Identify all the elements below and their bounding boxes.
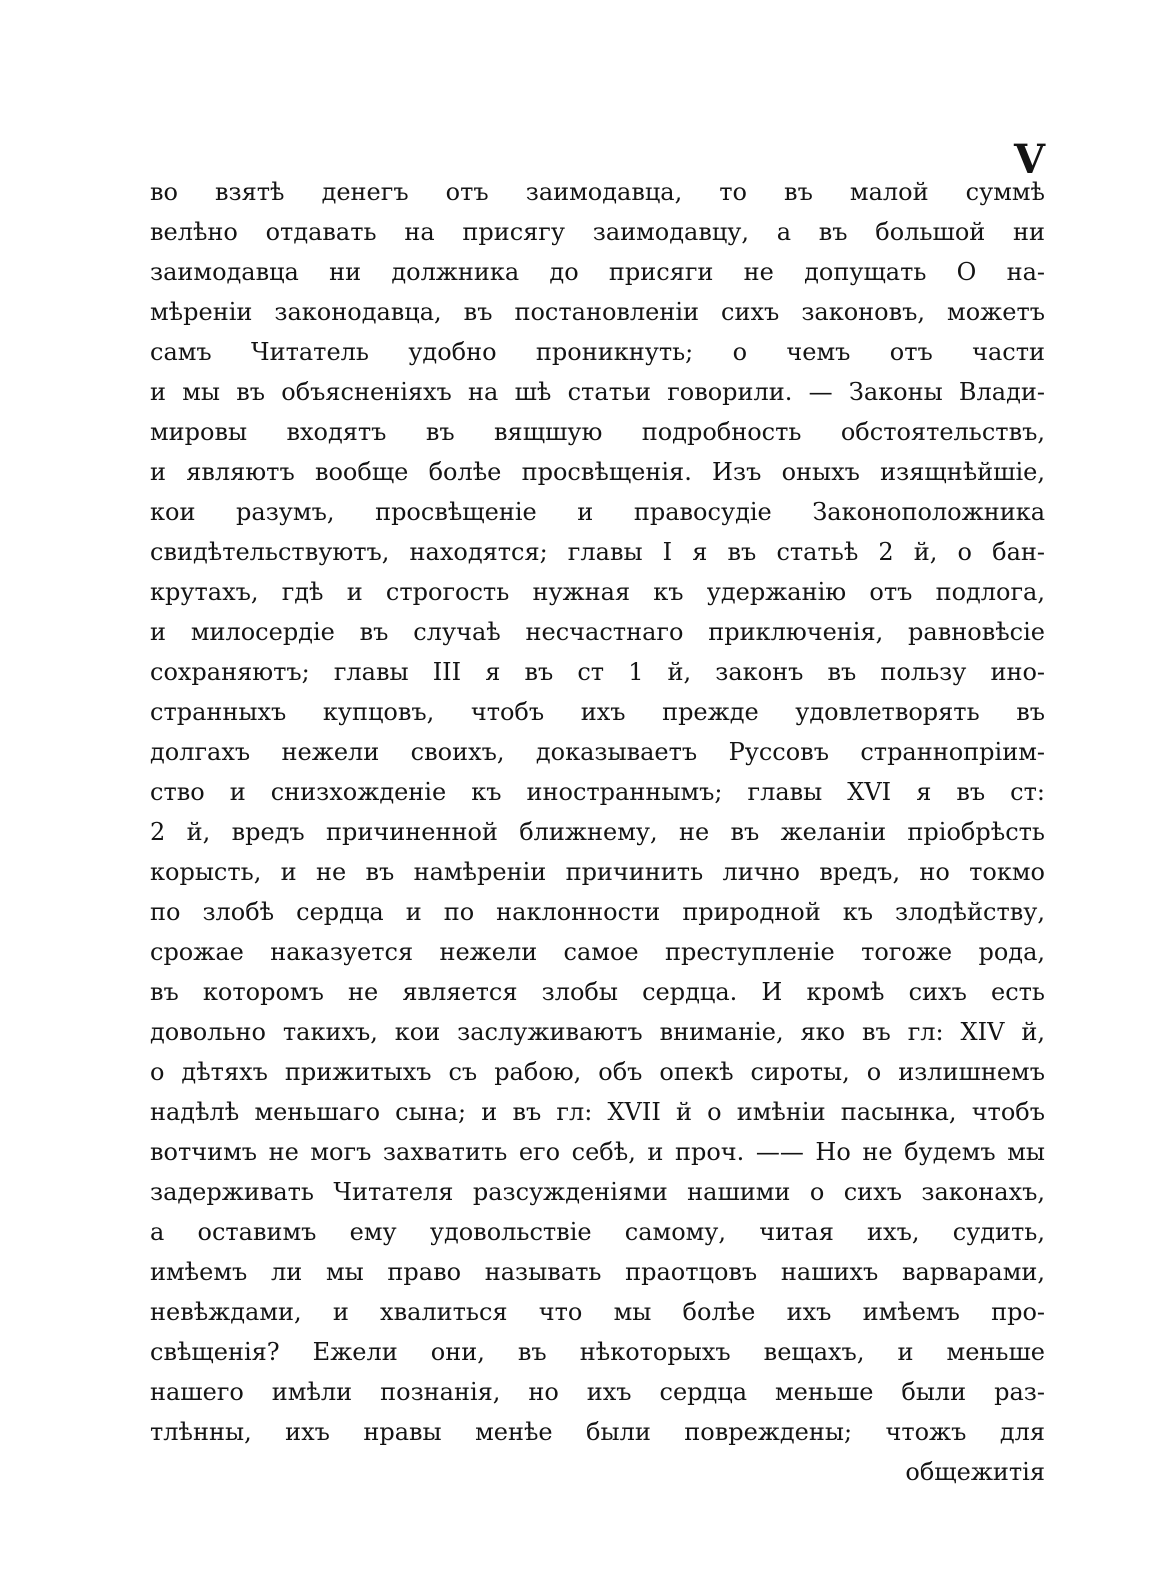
text-line: свидѣтельствуютъ, находятся; главы I я въ статьѣ 2 й, о бан- [150,538,1045,566]
text-line: во взятѣ денегъ отъ заимодавца, то въ малой суммѣ [150,178,1045,206]
text-line: нашего имѣли познанія, но ихъ сердца меньше были раз- [150,1378,1045,1406]
text-line: въ которомъ не является злобы сердца. И кромѣ сихъ есть [150,978,1045,1006]
text-line: свѣщенія? Ежели они, въ нѣкоторыхъ вещахъ, и меньше [150,1338,1045,1366]
text-line: мировы входятъ въ вящшую подробность обстоятельствъ, [150,418,1045,446]
text-line: надѣлѣ меньшаго сына; и въ гл: XVII й о имѣніи пасынка, чтобъ [150,1098,1045,1126]
text-line: 2 й, вредъ причиненной ближнему, не въ желаніи пріобрѣсть [150,818,1045,846]
text-line: вотчимъ не могъ захватить его себѣ, и проч. —— Но не будемъ мы [150,1138,1045,1166]
text-line: сохраняютъ; главы III я въ ст 1 й, законъ въ пользу ино- [150,658,1045,686]
text-line: странныхъ купцовъ, чтобъ ихъ прежде удовлетворять въ [150,698,1045,726]
text-line: о дѣтяхъ прижитыхъ съ рабою, объ опекѣ сироты, о излишнемъ [150,1058,1045,1086]
text-line: невѣждами, и хвалиться что мы болѣе ихъ имѣемъ про- [150,1298,1045,1326]
text-line: срожае наказуется нежели самое преступленіе тогоже рода, [150,938,1045,966]
text-line: самъ Читатель удобно проникнуть; о чемъ отъ части [150,338,1045,366]
text-line: заимодавца ни должника до присяги не допущать О на- [150,258,1045,286]
text-line: довольно такихъ, кои заслуживаютъ вниманіе, яко въ гл: XIV й, [150,1018,1045,1046]
text-line: кои разумъ, просвѣщеніе и правосудіе Законоположника [150,498,1045,526]
catchword: общежитія [905,1458,1045,1486]
text-line: велѣно отдавать на присягу заимодавцу, а въ большой ни [150,218,1045,246]
text-line: а оставимъ ему удовольствіе самому, читая ихъ, судить, [150,1218,1045,1246]
text-line: по злобѣ сердца и по наклонности природной къ злодѣйству, [150,898,1045,926]
text-line: ство и снизхожденіе къ иностраннымъ; главы XVI я въ ст: [150,778,1045,806]
page-number: V [1013,136,1045,183]
text-line: крутахъ, гдѣ и строгость нужная къ удержанію отъ подлога, [150,578,1045,606]
text-line: мѣреніи законодавца, въ постановленіи сихъ законовъ, можетъ [150,298,1045,326]
text-line: корысть, и не въ намѣреніи причинить лично вредъ, но токмо [150,858,1045,886]
text-block [150,172,1045,1492]
text-line: задерживать Читателя разсужденіями нашими о сихъ законахъ, [150,1178,1045,1206]
text-line: имѣемъ ли мы право называть праотцовъ нашихъ варварами, [150,1258,1045,1286]
text-line: и мы въ объясненіяхъ на шѣ статьи говорили. — Законы Влади- [150,378,1045,406]
text-line: тлѣнны, ихъ нравы менѣе были повреждены; чтожъ для [150,1418,1045,1446]
text-line: и являютъ вообще болѣе просвѣщенія. Изъ оныхъ изящнѣйшіе, [150,458,1045,486]
text-line: долгахъ нежели своихъ, доказываетъ Руссовъ страннопріим- [150,738,1045,766]
text-line: и милосердіе въ случаѣ несчастнаго приключенія, равновѣсіе [150,618,1045,646]
